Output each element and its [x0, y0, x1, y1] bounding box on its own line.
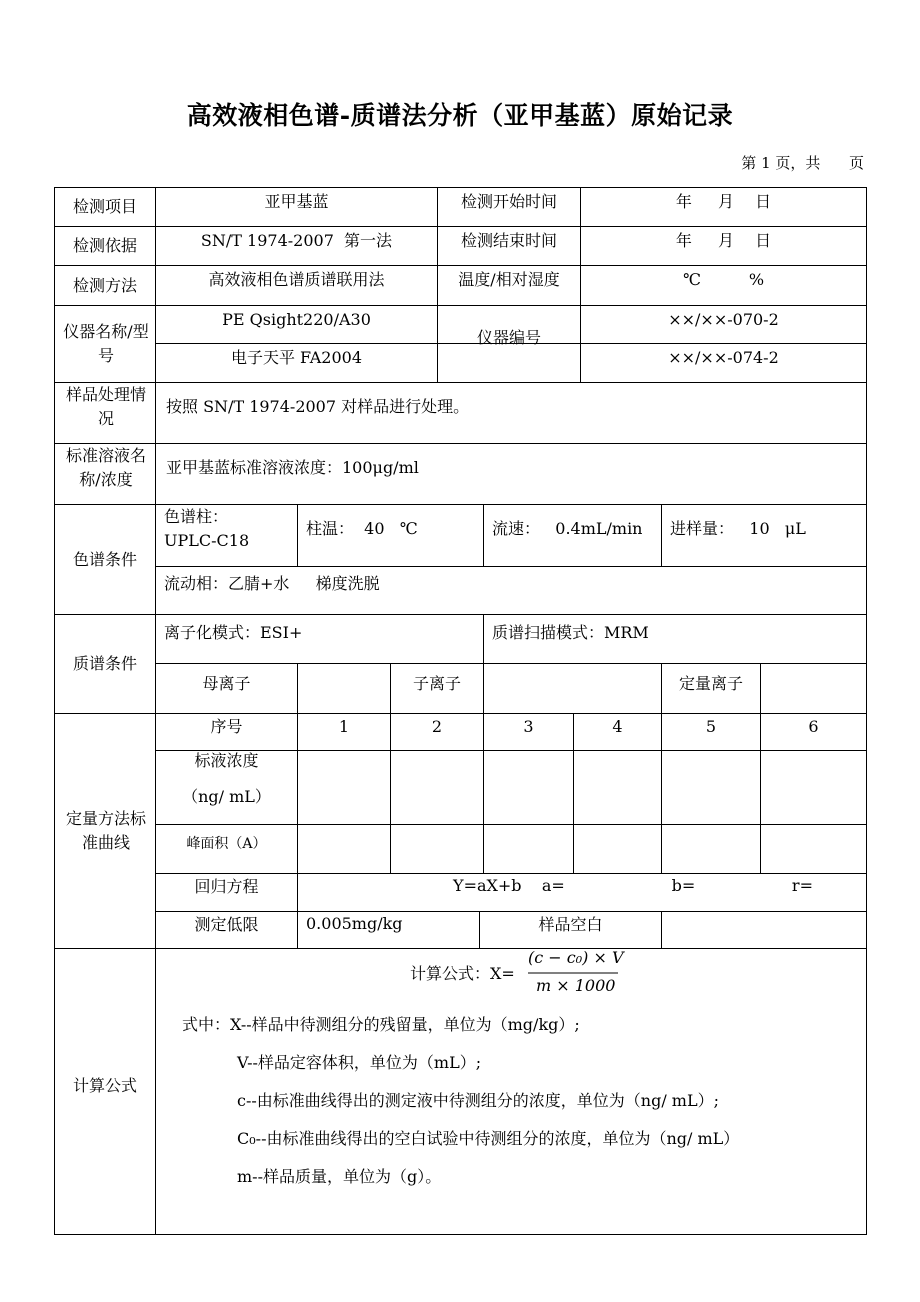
value-scan-mode[interactable]: 质谱扫描模式：MRM	[492, 623, 649, 642]
seq-5: 5	[705, 717, 717, 736]
label-test-item: 检测项目	[72, 197, 137, 216]
label-instrument-no: 仪器编号	[476, 328, 541, 347]
value-test-basis[interactable]: SN/T 1974-2007 第一法	[200, 231, 393, 250]
label-standard-solution: 标准溶液名称/浓度	[65, 446, 146, 489]
value-lod[interactable]: 0.005mg/kg	[306, 914, 403, 933]
page-title: 高效液相色谱-质谱法分析（亚甲基蓝）原始记录	[186, 101, 734, 130]
explanation-line: c--由标准曲线得出的测定液中待测组分的浓度，单位为（ng/ mL）;	[237, 1091, 719, 1110]
label-start-time: 检测开始时间	[460, 192, 557, 211]
value-sample-treatment[interactable]: 按照 SN/T 1974-2007 对样品进行处理。	[166, 397, 470, 416]
formula-denominator: m × 1000	[536, 976, 616, 995]
page-number: 第 1 页，共 页	[741, 154, 864, 172]
value-test-item[interactable]: 亚甲基蓝	[264, 192, 329, 211]
value-regression[interactable]: Y=aX+b a= b= r=	[453, 876, 813, 895]
value-flow-rate[interactable]: 流速： 0.4mL/min	[492, 519, 643, 538]
value-injection-volume[interactable]: 进样量： 10 μL	[670, 519, 806, 538]
label-sample-blank: 样品空白	[538, 915, 603, 934]
value-end-time[interactable]: 年 月 日	[675, 231, 772, 250]
label-instrument: 仪器名称/型号	[63, 322, 149, 365]
label-sample-treatment: 样品处理情况	[65, 385, 146, 428]
value-instrument-no-1[interactable]: ××/××-070-2	[668, 310, 779, 329]
value-mobile-phase[interactable]: 流动相：乙腈+水 梯度洗脱	[164, 574, 380, 593]
value-standard-solution[interactable]: 亚甲基蓝标准溶液浓度：100μg/ml	[166, 458, 419, 477]
value-start-time[interactable]: 年 月 日	[675, 192, 772, 211]
seq-4: 4	[612, 717, 623, 736]
value-temp-humidity[interactable]: ℃ %	[682, 270, 765, 289]
explanation-line: m--样品质量，单位为（g）。	[237, 1167, 442, 1186]
label-parent-ion: 母离子	[202, 674, 251, 693]
value-ionization-mode[interactable]: 离子化模式：ESI+	[164, 623, 303, 642]
label-peak-area: 峰面积（A）	[186, 836, 267, 852]
explanation-line: C₀--由标准曲线得出的空白试验中待测组分的浓度，单位为（ng/ mL）	[237, 1129, 740, 1148]
label-test-basis: 检测依据	[72, 236, 137, 255]
label-calibration: 定量方法标准曲线	[65, 809, 146, 852]
label-std-concentration: 标液浓度 （ng/ mL）	[182, 751, 271, 806]
label-end-time: 检测结束时间	[460, 231, 557, 250]
label-calculation: 计算公式	[72, 1076, 137, 1095]
seq-2: 2	[431, 717, 443, 736]
label-mass-spec: 质谱条件	[72, 654, 137, 673]
seq-1: 1	[338, 717, 350, 736]
value-test-method[interactable]: 高效液相色谱质谱联用法	[208, 270, 385, 289]
label-lod: 测定低限	[194, 915, 259, 934]
label-test-method: 检测方法	[72, 275, 137, 295]
value-instrument-no-2[interactable]: ××/××-074-2	[668, 348, 779, 367]
formula-prefix: 计算公式：X=	[410, 964, 515, 983]
fraction-bar	[528, 972, 618, 974]
label-regression: 回归方程	[194, 877, 259, 896]
label-temp-humidity: 温度/相对湿度	[458, 270, 560, 289]
explanation-line: V--样品定容体积，单位为（mL）;	[237, 1053, 482, 1072]
label-seq: 序号	[210, 717, 243, 736]
value-instrument-1[interactable]: PE Qsight220/A30	[222, 310, 371, 329]
seq-6: 6	[808, 717, 819, 736]
seq-3: 3	[523, 717, 534, 736]
explanation-line: 式中：X--样品中待测组分的残留量，单位为（mg/kg）;	[182, 1015, 580, 1034]
formula-numerator: (c − c₀) × V	[528, 948, 624, 967]
label-daughter-ion: 子离子	[412, 674, 461, 693]
value-column[interactable]: 色谱柱： UPLC-C18	[164, 507, 250, 550]
value-column-temp[interactable]: 柱温： 40 ℃	[306, 519, 418, 538]
value-instrument-2[interactable]: 电子天平 FA2004	[230, 348, 363, 367]
label-quant-ion: 定量离子	[678, 674, 743, 693]
label-chromatography: 色谱条件	[72, 549, 137, 569]
